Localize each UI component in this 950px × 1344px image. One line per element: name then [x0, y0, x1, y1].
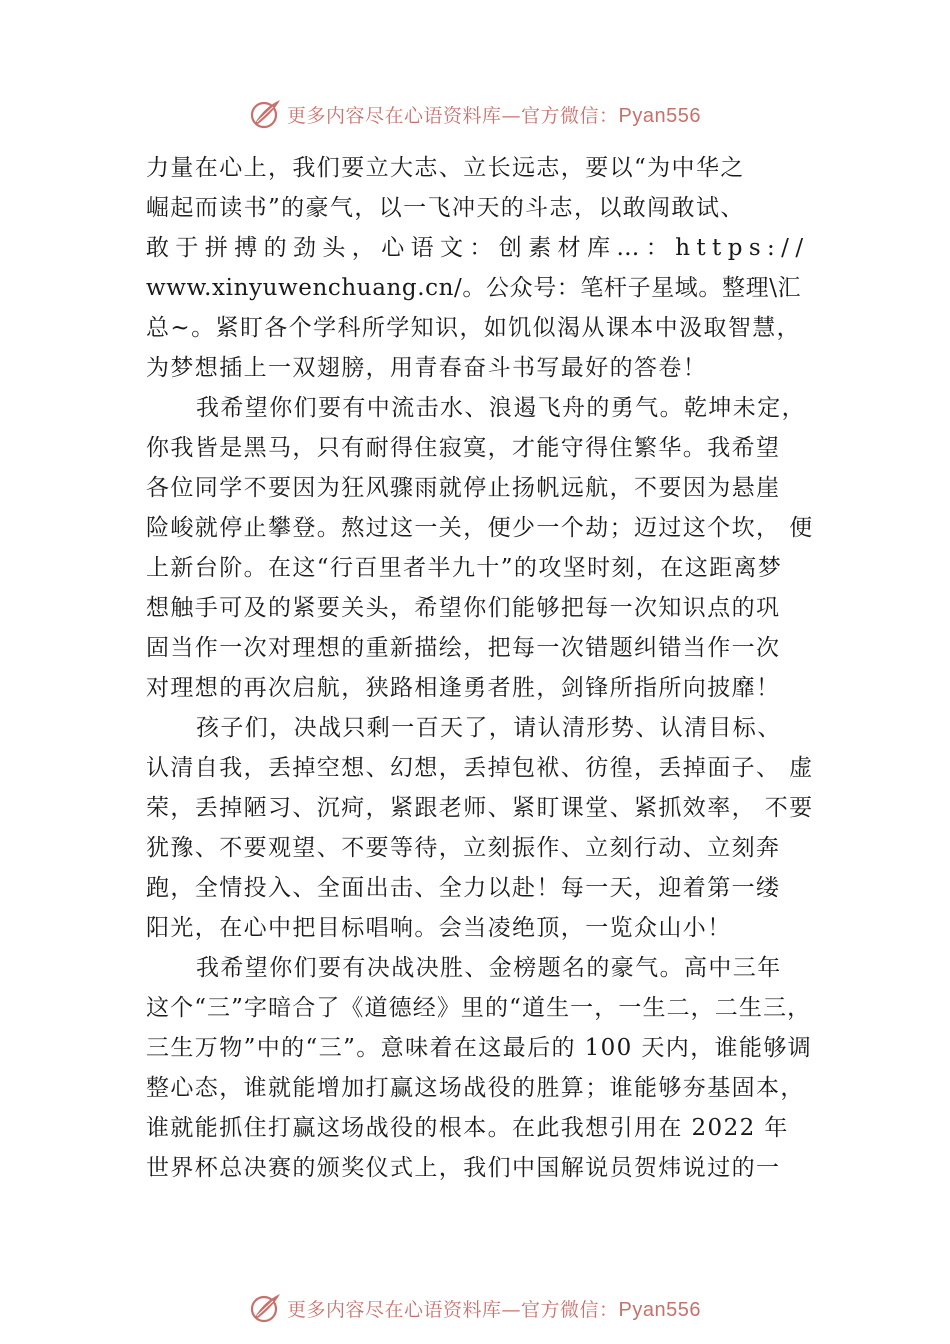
text-line: 崛起而读书”的豪气，以一飞冲天的斗志，以敢闯敢试、: [146, 195, 745, 221]
text-line: 你我皆是黑马，只有耐得住寂寞，才能守得住繁华。我希望: [146, 435, 781, 461]
text-line: 整心态，谁就能增加打赢这场战役的胜算；谁能够夯基固本，: [146, 1075, 805, 1101]
text-line: 总~。紧盯各个学科所学知识，如饥似渴从课本中汲取智慧，: [146, 315, 802, 341]
document-body: [146, 148, 814, 1188]
banner-label: 更多内容尽在心语资料库—官方微信：: [287, 1298, 619, 1321]
text-line: 对理想的再次启航，狭路相逢勇者胜，剑锋所指所向披靡！: [146, 675, 781, 701]
text-line: 为梦想插上一双翅膀，用青春奋斗书写最好的答卷！: [146, 355, 708, 381]
text-line: 我希望你们要有中流击水、浪遏飞舟的勇气。乾坤未定，: [196, 395, 806, 421]
text-line: 想触手可及的紧要关头，希望你们能够把每一次知识点的巩: [146, 595, 781, 621]
quill-logo-icon: [249, 97, 283, 131]
text-line: www.xinyuwenchuang.cn/。公众号：笔杆子星域。整理\汇: [146, 275, 802, 301]
text-line: 孩子们，决战只剩一百天了，请认清形势、认清目标、: [196, 715, 782, 741]
banner-text: [287, 101, 701, 128]
text-line: 险峻就停止攀登。熬过这一关，便少一个劫；迈过这个坎， 便: [146, 515, 814, 541]
text-line: 荣，丢掉陋习、沉疴，紧跟老师、紧盯课堂、紧抓效率， 不要: [146, 795, 814, 821]
quill-logo-icon: [249, 1291, 283, 1325]
text-line: 跑，全情投入、全面出击、全力以赴！每一天，迎着第一缕: [146, 875, 781, 901]
header-banner: [0, 94, 950, 134]
text-line: 世界杯总决赛的颁奖仪式上，我们中国解说员贺炜说过的一: [146, 1155, 781, 1181]
text-line: 这个“三”字暗合了《道德经》里的“道生一，一生二，二生三，: [146, 995, 812, 1021]
text-line: 敢于拼搏的劲头，心语文：创素材库…：https://: [146, 235, 810, 261]
banner-text: [287, 1295, 701, 1322]
wechat-id: Pyan556: [618, 1298, 701, 1321]
text-line: 三生万物”中的“三”。意味着在这最后的 100 天内，谁能够调: [146, 1035, 813, 1061]
banner-label: 更多内容尽在心语资料库—官方微信：: [287, 104, 619, 127]
text-line: 固当作一次对理想的重新描绘，把每一次错题纠错当作一次: [146, 635, 781, 661]
text-line: 我希望你们要有决战决胜、金榜题名的豪气。高中三年: [196, 955, 782, 981]
wechat-id: Pyan556: [618, 104, 701, 127]
text-line: 力量在心上，我们要立大志、立长远志，要以“为中华之: [146, 155, 745, 181]
text-line: 认清自我，丢掉空想、幻想，丢掉包袱、彷徨，丢掉面子、 虚: [146, 755, 814, 781]
text-line: 上新台阶。在这“行百里者半九十”的攻坚时刻，在这距离梦: [146, 555, 783, 581]
text-line: 阳光，在心中把目标唱响。会当凌绝顶，一览众山小！: [146, 915, 732, 941]
text-line: 犹豫、不要观望、不要等待，立刻振作、立刻行动、立刻奔: [146, 835, 781, 861]
footer-banner: [0, 1288, 950, 1328]
text-line: 各位同学不要因为狂风骤雨就停止扬帆远航，不要因为悬崖: [146, 475, 781, 501]
text-line: 谁就能抓住打赢这场战役的根本。在此我想引用在 2022 年: [146, 1115, 789, 1141]
